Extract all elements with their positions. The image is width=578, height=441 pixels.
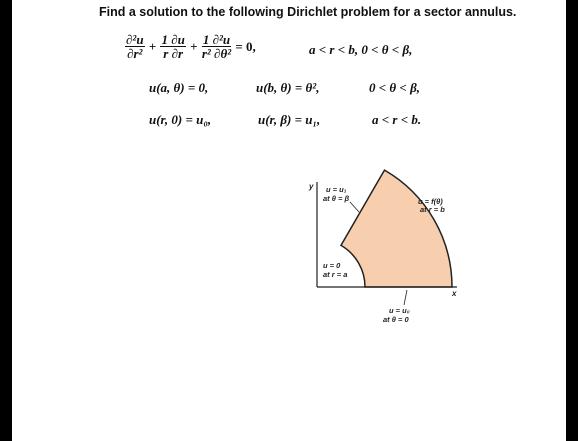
y-axis-label: y: [309, 182, 314, 191]
annulus-region: [341, 170, 452, 287]
bottom-boundary-label-1: u = u₀: [389, 306, 410, 315]
bc-outer: u(b, θ) = θ²,: [256, 80, 320, 95]
bc-inner: u(a, θ) = 0,: [149, 80, 209, 95]
bc-bottom: u(r, 0) = u₀,: [149, 112, 212, 127]
term-d2u-dtheta2: $\frac{\text{1 ∂²u}}{\text{r² ∂θ²}}$: [201, 32, 232, 61]
right-boundary-label-2: at r = b: [420, 205, 445, 214]
term-d2u-dr2: $\frac{\text{∂²u}}{\text{∂r²}}$: [126, 32, 144, 61]
inner-boundary-label-1: u = 0: [323, 261, 341, 270]
term-du-dr: $\frac{1 \partial u}{r \partial r}$: [161, 32, 185, 61]
top-boundary-label-1: u = u₁: [326, 185, 347, 194]
sector-annulus-figure: [12, 0, 566, 441]
pde-equation: $\frac{\text{∂²u}}{\text{∂r²}}$ + $\frac{1 \partial u}{r \partial r}$ + $\frac{\text{1 ∂²u}}{\text{r² ∂θ²}}$ = 0,: [126, 32, 256, 61]
problem-title: Find a solution to the following Dirichlet problem for a sector annulus.: [99, 5, 517, 19]
right-boundary-label-1: u = f(θ): [418, 197, 443, 206]
inner-boundary-label-2: at r = a: [323, 270, 348, 279]
top-boundary-label-2: at θ = β: [323, 194, 350, 203]
pde-domain: a < r < b, 0 < θ < β,: [309, 42, 413, 57]
bc-theta-range: 0 < θ < β,: [369, 80, 420, 95]
bc-top: u(r, β) = u₁,: [258, 112, 321, 127]
bottom-boundary-label-2: at θ = 0: [383, 315, 409, 324]
page: [12, 0, 566, 441]
x-axis-label: x: [452, 289, 457, 298]
bottom-label-leader: [404, 290, 407, 305]
bc-r-range: a < r < b.: [372, 112, 422, 127]
top-label-leader: [350, 202, 359, 212]
